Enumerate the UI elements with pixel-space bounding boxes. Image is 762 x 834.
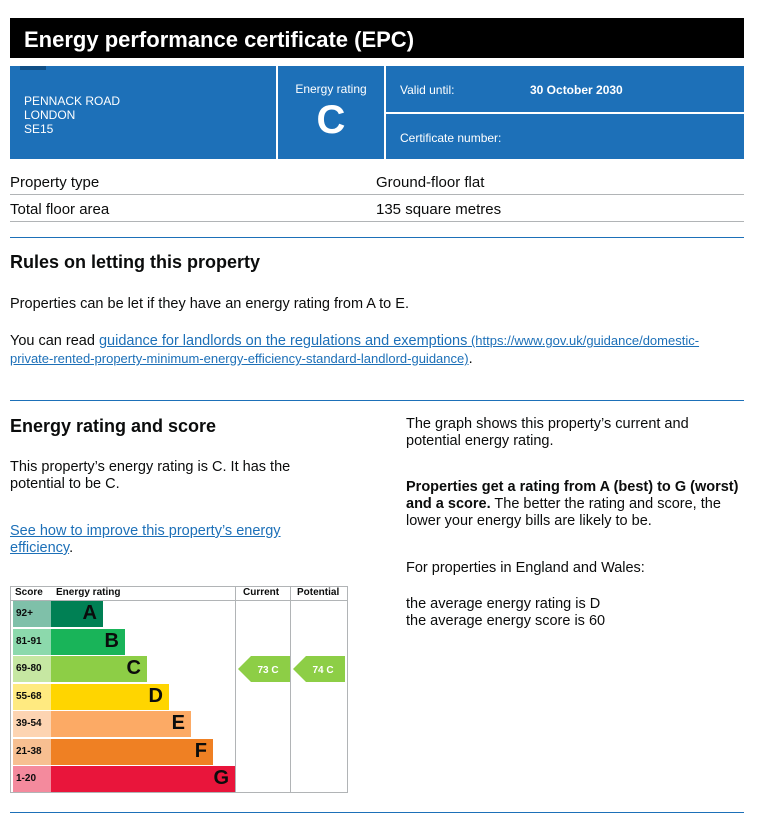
letting-heading: Rules on letting this property xyxy=(10,252,261,272)
page-title: Energy performance certificate (EPC) xyxy=(10,18,744,58)
score-heading: Energy rating and score xyxy=(10,416,217,436)
band-score-c: 69-80 xyxy=(13,656,51,682)
property-type-label: Property type xyxy=(10,174,100,191)
chart-column-divider xyxy=(235,587,236,792)
section-divider xyxy=(10,400,744,401)
address-line-1: PENNACK ROAD xyxy=(24,94,121,108)
section-divider xyxy=(10,237,744,238)
chart-header-score: Score xyxy=(15,587,43,598)
average-rating: the average energy rating is D xyxy=(406,596,601,612)
landlord-guidance-url-2[interactable]: private-rented-property-minimum-energy-efficiency-standard-landlord-guidance) xyxy=(10,351,469,366)
band-bar-g: G xyxy=(51,766,235,792)
floor-area-row xyxy=(10,195,744,222)
property-type-row xyxy=(10,168,744,195)
rating-explanation-bold-1: Properties get a rating from A (best) to G (worst) xyxy=(406,479,739,495)
score-text xyxy=(10,459,290,493)
potential-rating-arrow xyxy=(293,656,345,682)
letting-guidance xyxy=(10,332,740,368)
band-score-f: 21-38 xyxy=(13,739,51,765)
address-line-2: LONDON xyxy=(24,108,76,122)
score-text-line-1: This property’s energy rating is C. It has the xyxy=(10,459,291,475)
score-text-line-2: potential to be C. xyxy=(10,476,120,492)
floor-area-value: 135 square metres xyxy=(376,201,502,218)
improve-efficiency-link-1[interactable]: See how to improve this property’s energy xyxy=(10,523,281,539)
chart-column-divider xyxy=(290,587,291,792)
energy-rating-panel xyxy=(278,66,384,159)
graph-line-2: potential energy rating. xyxy=(406,433,554,449)
energy-rating-chart xyxy=(10,586,348,793)
potential-rating-arrow-label: 74 C xyxy=(312,665,334,676)
energy-rating-label: Energy rating xyxy=(295,82,367,96)
landlord-guidance-link[interactable]: guidance for landlords on the regulations and exemptions xyxy=(98,333,468,349)
band-score-g: 1-20 xyxy=(13,766,51,792)
improve-efficiency xyxy=(10,523,281,557)
band-score-b: 81-91 xyxy=(13,629,51,655)
average-score: the average energy score is 60 xyxy=(406,613,606,629)
certificate-number-label: Certificate number: xyxy=(400,131,502,145)
rating-explanation-bold-2: and a score. xyxy=(406,496,491,512)
landlord-guidance-url-1[interactable]: (https://www.gov.uk/guidance/domestic- xyxy=(467,333,700,348)
rating-explanation xyxy=(406,479,738,530)
current-rating-arrow-label: 73 C xyxy=(257,665,279,676)
graph-line-1: The graph shows this property’s current and xyxy=(406,416,689,432)
improve-suffix: . xyxy=(69,540,74,556)
graph-explanation xyxy=(406,416,689,450)
address-tab-marker xyxy=(20,66,46,70)
valid-until-label: Valid until: xyxy=(400,83,455,97)
chart-header-rating: Energy rating xyxy=(56,587,121,598)
address-line-3: SE15 xyxy=(24,122,54,136)
improve-efficiency-link-2[interactable]: efficiency xyxy=(10,540,70,556)
band-bar-f: F xyxy=(51,739,213,765)
chart-header-potential: Potential xyxy=(297,587,340,598)
letting-text: Properties can be let if they have an energy rating from A to E. xyxy=(10,296,409,312)
letting-read-prefix: You can read xyxy=(10,333,99,349)
section-divider xyxy=(10,812,744,813)
band-score-a: 92+ xyxy=(13,601,51,627)
valid-until-value: 30 October 2030 xyxy=(530,83,623,97)
band-bar-d: D xyxy=(51,684,169,710)
energy-rating-value: C xyxy=(316,98,346,142)
rating-explanation-line-3: lower your energy bills are likely to be. xyxy=(406,513,652,529)
band-score-d: 55-68 xyxy=(13,684,51,710)
band-bar-a: A xyxy=(51,601,103,627)
band-bar-c: C xyxy=(51,656,147,682)
floor-area-label: Total floor area xyxy=(10,201,110,218)
current-rating-arrow xyxy=(238,656,290,682)
address-panel xyxy=(10,66,276,159)
certificate-number-panel xyxy=(386,114,744,159)
band-bar-b: B xyxy=(51,629,125,655)
band-score-e: 39-54 xyxy=(13,711,51,737)
letting-link-suffix: . xyxy=(468,351,473,367)
rating-explanation-rest: The better the rating and score, the xyxy=(490,496,721,512)
band-bar-e: E xyxy=(51,711,191,737)
property-type-value: Ground-floor flat xyxy=(376,174,485,191)
averages xyxy=(406,596,605,630)
england-wales-text: For properties in England and Wales: xyxy=(406,560,645,576)
valid-until-panel xyxy=(386,66,744,112)
chart-header-current: Current xyxy=(243,587,280,598)
